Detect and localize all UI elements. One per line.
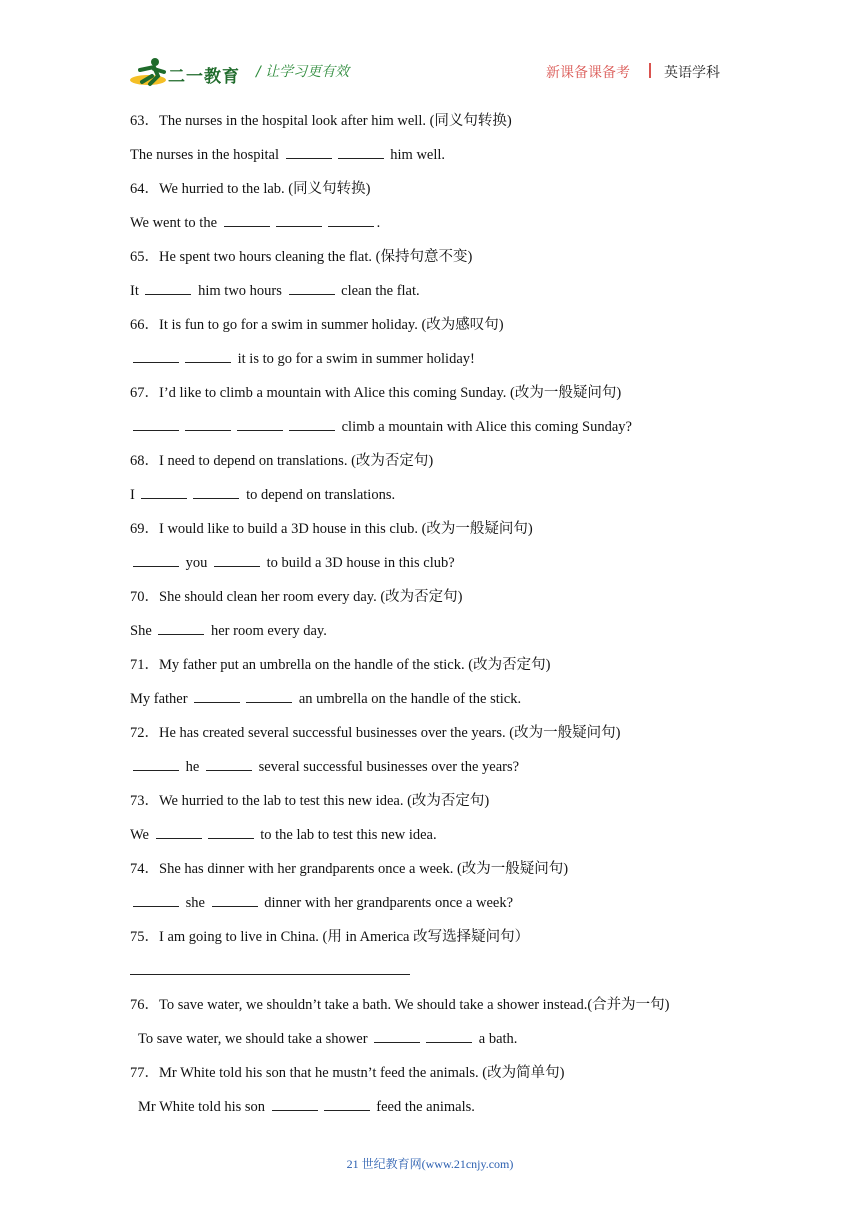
- answer-blank[interactable]: [208, 824, 254, 839]
- question-67: 67．I’d like to climb a mountain with Alice this coming Sunday. (改为一般疑问句): [130, 385, 622, 401]
- question-75: 75．I am going to live in China. (用 in America 改写选择疑问句）: [130, 929, 530, 945]
- question-72: 72．He has created several successful businesses over the years. (改为一般疑问句): [130, 725, 621, 741]
- question-66: 66．It is fun to go for a swim in summer holiday. (改为感叹句): [130, 317, 504, 333]
- page-footer: 21 世纪教育网(www.21cnjy.com): [346, 1157, 514, 1171]
- answer-blank[interactable]: [133, 416, 179, 431]
- question-76: 76．To save water, we shouldn’t take a bath. We should take a shower instead.(合并为一句): [130, 997, 670, 1013]
- answer-blank[interactable]: [145, 280, 191, 295]
- exercise-list: [130, 108, 730, 1128]
- answer-blank[interactable]: [133, 756, 179, 771]
- answer-blank[interactable]: [133, 892, 179, 907]
- question-68: 68．I need to depend on translations. (改为否定句): [130, 453, 434, 469]
- answer-75: [130, 958, 730, 992]
- question-64: 64．We hurried to the lab. (同义句转换): [130, 181, 371, 197]
- answer-63: The nurses in the hospital him well.: [130, 142, 730, 176]
- answer-blank[interactable]: [374, 1028, 420, 1043]
- answer-line[interactable]: [130, 958, 410, 975]
- answer-blank[interactable]: [272, 1096, 318, 1111]
- answer-77: Mr White told his son feed the animals.: [130, 1094, 730, 1128]
- answer-blank[interactable]: [286, 144, 332, 159]
- answer-blank[interactable]: [338, 144, 384, 159]
- logo-text: 二一教育: [168, 67, 240, 87]
- question-71: 71．My father put an umbrella on the handle of the stick. (改为否定句): [130, 657, 551, 673]
- answer-65: It him two hours clean the flat.: [130, 278, 730, 312]
- question-73: 73．We hurried to the lab to test this new idea. (改为否定句): [130, 793, 490, 809]
- answer-blank[interactable]: [185, 348, 231, 363]
- answer-66: it is to go for a swim in summer holiday!: [130, 346, 730, 380]
- question-65: 65．He spent two hours cleaning the flat. (保持句意不变): [130, 249, 473, 265]
- answer-blank[interactable]: [185, 416, 231, 431]
- answer-blank[interactable]: [324, 1096, 370, 1111]
- answer-blank[interactable]: [133, 348, 179, 363]
- header-course-label: 新课备课备考: [546, 65, 630, 81]
- answer-blank[interactable]: [206, 756, 252, 771]
- question-69: 69．I would like to build a 3D house in this club. (改为一般疑问句): [130, 521, 533, 537]
- answer-blank[interactable]: [276, 212, 322, 227]
- answer-64: We went to the .: [130, 210, 730, 244]
- answer-74: she dinner with her grandparents once a week?: [130, 890, 730, 924]
- answer-blank[interactable]: [194, 688, 240, 703]
- answer-blank[interactable]: [328, 212, 374, 227]
- question-70: 70．She should clean her room every day. (改为否定句): [130, 589, 463, 605]
- answer-blank[interactable]: [212, 892, 258, 907]
- answer-blank[interactable]: [426, 1028, 472, 1043]
- answer-blank[interactable]: [133, 552, 179, 567]
- answer-blank[interactable]: [156, 824, 202, 839]
- question-77: 77．Mr White told his son that he mustn’t feed the animals. (改为简单句): [130, 1065, 565, 1081]
- slogan: / 让学习更有效: [256, 64, 350, 80]
- answer-70: She her room every day.: [130, 618, 730, 652]
- header-separator: [649, 63, 651, 78]
- answer-73: We to the lab to test this new idea.: [130, 822, 730, 856]
- answer-blank[interactable]: [289, 280, 335, 295]
- answer-71: My father an umbrella on the handle of the stick.: [130, 686, 730, 720]
- answer-72: he several successful businesses over the years?: [130, 754, 730, 788]
- page-header: [0, 0, 860, 100]
- answer-blank[interactable]: [246, 688, 292, 703]
- answer-blank[interactable]: [141, 484, 187, 499]
- answer-blank[interactable]: [214, 552, 260, 567]
- answer-68: I to depend on translations.: [130, 482, 730, 516]
- question-74: 74．She has dinner with her grandparents once a week. (改为一般疑问句): [130, 861, 569, 877]
- question-63: 63．The nurses in the hospital look after him well. (同义句转换): [130, 113, 512, 129]
- answer-blank[interactable]: [193, 484, 239, 499]
- answer-69: you to build a 3D house in this club?: [130, 550, 730, 584]
- answer-76: To save water, we should take a shower a bath.: [130, 1026, 730, 1060]
- answer-blank[interactable]: [224, 212, 270, 227]
- answer-blank[interactable]: [289, 416, 335, 431]
- answer-67: climb a mountain with Alice this coming Sunday?: [130, 414, 730, 448]
- header-subject-label: 英语学科: [664, 65, 720, 81]
- answer-blank[interactable]: [158, 620, 204, 635]
- answer-blank[interactable]: [237, 416, 283, 431]
